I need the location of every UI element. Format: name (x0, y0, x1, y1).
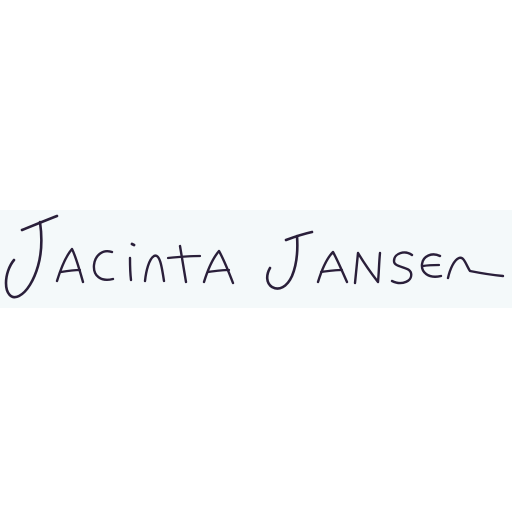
signature-stroke-a1 (57, 249, 83, 282)
signature-stroke-i-dot (132, 244, 134, 245)
signature-stroke-n3-tail (448, 258, 503, 278)
signature-stroke-t-stem (180, 246, 186, 282)
signature-stroke-a3-bar (321, 270, 342, 272)
signature-stroke-n2 (355, 253, 380, 283)
signature-stroke-e-bar (423, 265, 439, 266)
signature-stroke-n1 (145, 256, 164, 281)
signature-stroke-a2-bar (208, 270, 229, 272)
signature-stroke-i (130, 258, 131, 280)
signature-stroke-a2 (204, 251, 233, 283)
signature-stroke-a1-bar (61, 270, 80, 272)
signature-stroke-s (392, 253, 412, 283)
signature-stroke-a3 (318, 252, 347, 282)
signature-stroke-c (94, 251, 113, 280)
signature-stroke-j1-stem (6, 222, 41, 297)
signature-stroke-t-bar (168, 256, 200, 258)
signature-stroke-j2-stem (267, 236, 297, 289)
signature-stroke-j2-top (286, 232, 312, 240)
